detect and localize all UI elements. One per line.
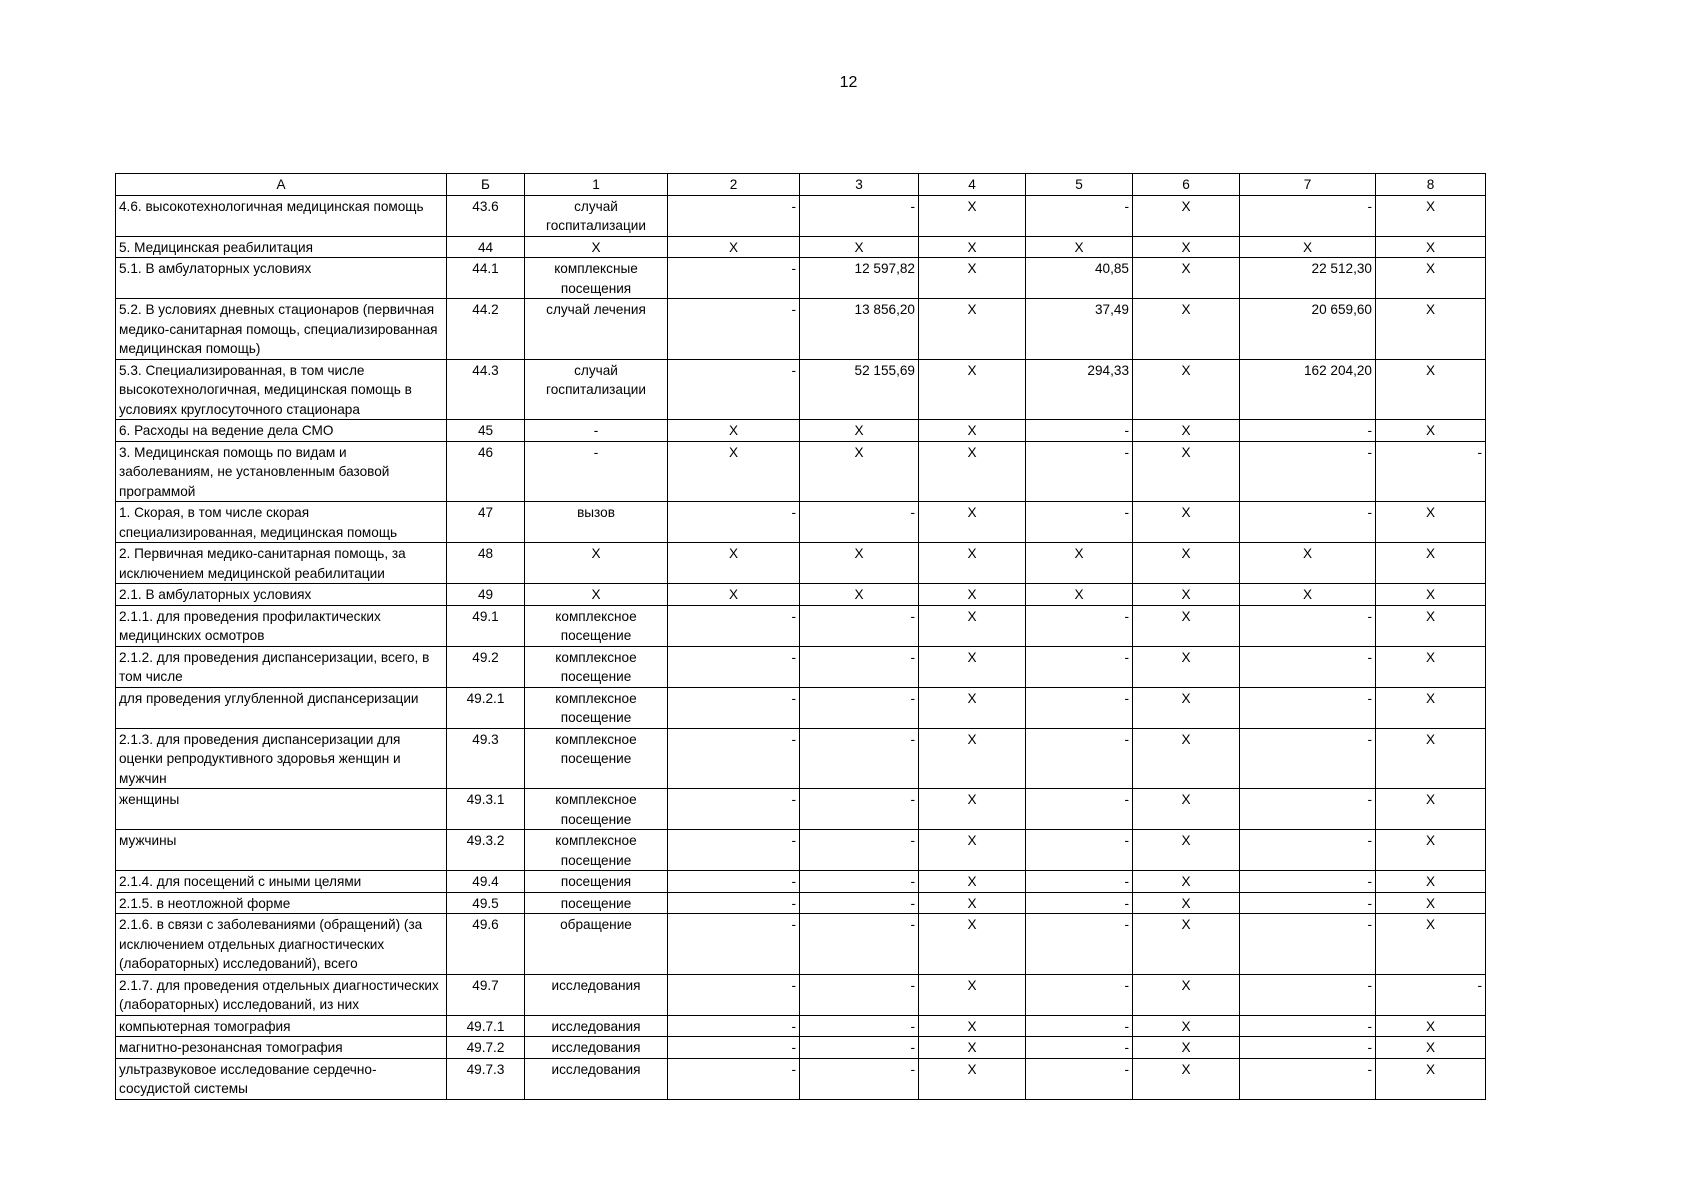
cell-unit: случай госпитализации bbox=[525, 359, 668, 420]
cell-code: 49.3.1 bbox=[447, 789, 525, 830]
cell-col-3: - bbox=[800, 1058, 919, 1099]
cell-code: 49 bbox=[447, 584, 525, 606]
cell-col-6: X bbox=[1133, 441, 1240, 502]
cell-col-3: - bbox=[800, 789, 919, 830]
cell-unit: комплексное посещение bbox=[525, 646, 668, 687]
cell-col-4: X bbox=[919, 974, 1026, 1015]
cell-col-4: X bbox=[919, 789, 1026, 830]
header-cell: 7 bbox=[1240, 174, 1376, 196]
cell-col-2: X bbox=[668, 420, 800, 442]
cell-col-8: X bbox=[1376, 1058, 1486, 1099]
cell-col-7: 22 512,30 bbox=[1240, 258, 1376, 299]
cell-col-6: X bbox=[1133, 1015, 1240, 1037]
cell-col-2: - bbox=[668, 892, 800, 914]
cell-col-2: - bbox=[668, 605, 800, 646]
table-row bbox=[116, 420, 1486, 442]
cell-name: компьютерная томография bbox=[116, 1015, 447, 1037]
table-row bbox=[116, 914, 1486, 975]
cell-col-4: X bbox=[919, 359, 1026, 420]
data-table bbox=[115, 173, 1486, 1100]
header-cell: 6 bbox=[1133, 174, 1240, 196]
cell-code: 49.7.2 bbox=[447, 1037, 525, 1059]
cell-col-2: - bbox=[668, 914, 800, 975]
cell-col-3: - bbox=[800, 502, 919, 543]
cell-col-6: X bbox=[1133, 646, 1240, 687]
cell-code: 49.5 bbox=[447, 892, 525, 914]
cell-col-8: - bbox=[1376, 974, 1486, 1015]
cell-col-2: - bbox=[668, 789, 800, 830]
cell-col-5: - bbox=[1026, 195, 1133, 236]
table-row bbox=[116, 584, 1486, 606]
cell-col-7: - bbox=[1240, 1015, 1376, 1037]
cell-col-8: X bbox=[1376, 543, 1486, 584]
cell-col-5: - bbox=[1026, 974, 1133, 1015]
cell-code: 49.1 bbox=[447, 605, 525, 646]
cell-code: 49.7 bbox=[447, 974, 525, 1015]
cell-col-8: X bbox=[1376, 646, 1486, 687]
cell-col-2: X bbox=[668, 236, 800, 258]
cell-col-4: X bbox=[919, 871, 1026, 893]
cell-col-3: 52 155,69 bbox=[800, 359, 919, 420]
cell-col-4: X bbox=[919, 543, 1026, 584]
cell-unit: вызов bbox=[525, 502, 668, 543]
table-row bbox=[116, 728, 1486, 789]
cell-col-2: - bbox=[668, 195, 800, 236]
cell-col-5: X bbox=[1026, 236, 1133, 258]
cell-col-3: - bbox=[800, 1015, 919, 1037]
cell-col-6: X bbox=[1133, 974, 1240, 1015]
table-row bbox=[116, 687, 1486, 728]
table-row bbox=[116, 258, 1486, 299]
cell-col-4: X bbox=[919, 1015, 1026, 1037]
table-row bbox=[116, 605, 1486, 646]
header-cell: 2 bbox=[668, 174, 800, 196]
cell-col-4: X bbox=[919, 258, 1026, 299]
cell-name: 2.1.6. в связи с заболеваниями (обращений) (за исключением отдельных диагностических (лабораторных) исследований), всего bbox=[116, 914, 447, 975]
cell-col-7: 20 659,60 bbox=[1240, 299, 1376, 360]
cell-col-2: - bbox=[668, 299, 800, 360]
table-row bbox=[116, 543, 1486, 584]
header-cell: 4 bbox=[919, 174, 1026, 196]
table-row bbox=[116, 871, 1486, 893]
cell-unit: обращение bbox=[525, 914, 668, 975]
cell-col-6: X bbox=[1133, 502, 1240, 543]
cell-unit: посещения bbox=[525, 871, 668, 893]
cell-col-8: X bbox=[1376, 195, 1486, 236]
cell-col-2: - bbox=[668, 502, 800, 543]
cell-col-6: X bbox=[1133, 914, 1240, 975]
cell-col-2: - bbox=[668, 1058, 800, 1099]
cell-col-5: - bbox=[1026, 1037, 1133, 1059]
page-number: 12 bbox=[839, 74, 858, 91]
cell-col-2: - bbox=[668, 871, 800, 893]
cell-col-8: X bbox=[1376, 728, 1486, 789]
header-cell: 3 bbox=[800, 174, 919, 196]
header-cell: Б bbox=[447, 174, 525, 196]
cell-col-3: - bbox=[800, 1037, 919, 1059]
cell-code: 48 bbox=[447, 543, 525, 584]
cell-col-5: - bbox=[1026, 502, 1133, 543]
cell-col-5: - bbox=[1026, 789, 1133, 830]
cell-col-6: X bbox=[1133, 236, 1240, 258]
cell-col-3: - bbox=[800, 646, 919, 687]
cell-col-5: - bbox=[1026, 1015, 1133, 1037]
cell-col-6: X bbox=[1133, 359, 1240, 420]
cell-name: 1. Скорая, в том числе скорая специализированная, медицинская помощь bbox=[116, 502, 447, 543]
table-header-row bbox=[116, 174, 1486, 196]
cell-col-5: - bbox=[1026, 892, 1133, 914]
cell-code: 44.2 bbox=[447, 299, 525, 360]
cell-col-8: X bbox=[1376, 687, 1486, 728]
cell-code: 49.7.3 bbox=[447, 1058, 525, 1099]
cell-unit: исследования bbox=[525, 974, 668, 1015]
table-row bbox=[116, 830, 1486, 871]
cell-col-5: - bbox=[1026, 914, 1133, 975]
cell-col-4: X bbox=[919, 420, 1026, 442]
cell-col-8: X bbox=[1376, 584, 1486, 606]
cell-col-7: - bbox=[1240, 728, 1376, 789]
cell-col-6: X bbox=[1133, 1058, 1240, 1099]
cell-col-7: - bbox=[1240, 195, 1376, 236]
cell-col-8: X bbox=[1376, 871, 1486, 893]
cell-unit: комплексное посещение bbox=[525, 789, 668, 830]
cell-name: магнитно-резонансная томография bbox=[116, 1037, 447, 1059]
cell-col-3: - bbox=[800, 974, 919, 1015]
cell-col-7: - bbox=[1240, 1058, 1376, 1099]
cell-col-7: - bbox=[1240, 441, 1376, 502]
cell-col-6: X bbox=[1133, 258, 1240, 299]
cell-col-2: X bbox=[668, 543, 800, 584]
cell-name: 2.1. В амбулаторных условиях bbox=[116, 584, 447, 606]
table-row bbox=[116, 789, 1486, 830]
cell-unit: комплексное посещение bbox=[525, 605, 668, 646]
cell-name: для проведения углубленной диспансеризации bbox=[116, 687, 447, 728]
cell-name: 6. Расходы на ведение дела СМО bbox=[116, 420, 447, 442]
cell-col-2: - bbox=[668, 359, 800, 420]
cell-col-4: X bbox=[919, 441, 1026, 502]
cell-col-2: - bbox=[668, 646, 800, 687]
cell-unit: исследования bbox=[525, 1058, 668, 1099]
cell-col-4: X bbox=[919, 236, 1026, 258]
cell-col-4: X bbox=[919, 892, 1026, 914]
cell-name: мужчины bbox=[116, 830, 447, 871]
cell-col-6: X bbox=[1133, 543, 1240, 584]
cell-col-3: X bbox=[800, 236, 919, 258]
cell-col-2: - bbox=[668, 830, 800, 871]
cell-col-6: X bbox=[1133, 687, 1240, 728]
cell-col-7: - bbox=[1240, 646, 1376, 687]
cell-col-3: - bbox=[800, 687, 919, 728]
cell-col-5: - bbox=[1026, 871, 1133, 893]
table-row bbox=[116, 974, 1486, 1015]
cell-unit: случай лечения bbox=[525, 299, 668, 360]
cell-col-7: - bbox=[1240, 871, 1376, 893]
cell-col-2: - bbox=[668, 728, 800, 789]
cell-col-7: - bbox=[1240, 1037, 1376, 1059]
cell-col-3: - bbox=[800, 605, 919, 646]
cell-col-8: X bbox=[1376, 1037, 1486, 1059]
cell-col-5: - bbox=[1026, 605, 1133, 646]
cell-col-6: X bbox=[1133, 584, 1240, 606]
cell-col-2: X bbox=[668, 441, 800, 502]
cell-col-2: - bbox=[668, 258, 800, 299]
table-row bbox=[116, 502, 1486, 543]
cell-col-2: - bbox=[668, 1015, 800, 1037]
cell-col-7: X bbox=[1240, 543, 1376, 584]
cell-code: 49.4 bbox=[447, 871, 525, 893]
cell-unit: комплексное посещение bbox=[525, 687, 668, 728]
cell-name: 2.1.1. для проведения профилактических медицинских осмотров bbox=[116, 605, 447, 646]
cell-name: 2.1.7. для проведения отдельных диагностических (лабораторных) исследований, из них bbox=[116, 974, 447, 1015]
cell-unit: X bbox=[525, 236, 668, 258]
cell-unit: комплексное посещение bbox=[525, 728, 668, 789]
cell-col-3: - bbox=[800, 830, 919, 871]
cell-col-6: X bbox=[1133, 892, 1240, 914]
cell-col-6: X bbox=[1133, 299, 1240, 360]
table-row bbox=[116, 359, 1486, 420]
cell-col-3: X bbox=[800, 420, 919, 442]
cell-col-2: X bbox=[668, 584, 800, 606]
cell-unit: случай госпитализации bbox=[525, 195, 668, 236]
cell-col-4: X bbox=[919, 646, 1026, 687]
cell-name: 3. Медицинская помощь по видам и заболеваниям, не установленным базовой программой bbox=[116, 441, 447, 502]
cell-col-4: X bbox=[919, 502, 1026, 543]
cell-col-3: - bbox=[800, 914, 919, 975]
cell-col-8: X bbox=[1376, 299, 1486, 360]
cell-col-3: X bbox=[800, 584, 919, 606]
cell-col-4: X bbox=[919, 299, 1026, 360]
cell-col-8: X bbox=[1376, 502, 1486, 543]
cell-unit: исследования bbox=[525, 1037, 668, 1059]
cell-col-6: X bbox=[1133, 195, 1240, 236]
cell-col-4: X bbox=[919, 1037, 1026, 1059]
cell-col-6: X bbox=[1133, 728, 1240, 789]
cell-code: 49.6 bbox=[447, 914, 525, 975]
cell-col-7: - bbox=[1240, 789, 1376, 830]
cell-unit: посещение bbox=[525, 892, 668, 914]
table-body bbox=[116, 195, 1486, 1099]
cell-col-7: - bbox=[1240, 687, 1376, 728]
cell-col-3: - bbox=[800, 195, 919, 236]
header-cell: А bbox=[116, 174, 447, 196]
cell-col-8: X bbox=[1376, 258, 1486, 299]
cell-col-5: 294,33 bbox=[1026, 359, 1133, 420]
table-row bbox=[116, 299, 1486, 360]
cell-col-5: X bbox=[1026, 543, 1133, 584]
header-cell: 5 bbox=[1026, 174, 1133, 196]
cell-col-6: X bbox=[1133, 605, 1240, 646]
cell-name: женщины bbox=[116, 789, 447, 830]
cell-code: 47 bbox=[447, 502, 525, 543]
cell-unit: комплексные посещения bbox=[525, 258, 668, 299]
cell-col-7: - bbox=[1240, 502, 1376, 543]
cell-col-3: - bbox=[800, 892, 919, 914]
cell-col-8: - bbox=[1376, 441, 1486, 502]
cell-col-5: X bbox=[1026, 584, 1133, 606]
cell-col-8: X bbox=[1376, 914, 1486, 975]
table-row bbox=[116, 1015, 1486, 1037]
cell-code: 45 bbox=[447, 420, 525, 442]
cell-col-3: X bbox=[800, 543, 919, 584]
cell-col-7: - bbox=[1240, 420, 1376, 442]
cell-name: ультразвуковое исследование сердечно-сосудистой системы bbox=[116, 1058, 447, 1099]
cell-unit: X bbox=[525, 584, 668, 606]
cell-col-2: - bbox=[668, 687, 800, 728]
cell-col-7: - bbox=[1240, 830, 1376, 871]
cell-col-6: X bbox=[1133, 1037, 1240, 1059]
cell-name: 5.2. В условиях дневных стационаров (первичная медико-санитарная помощь, специализированная медицинская помощь) bbox=[116, 299, 447, 360]
cell-code: 44.3 bbox=[447, 359, 525, 420]
cell-name: 2. Первичная медико-санитарная помощь, за исключением медицинской реабилитации bbox=[116, 543, 447, 584]
header-cell: 8 bbox=[1376, 174, 1486, 196]
table-row bbox=[116, 1058, 1486, 1099]
cell-col-7: - bbox=[1240, 605, 1376, 646]
cell-col-4: X bbox=[919, 195, 1026, 236]
cell-col-8: X bbox=[1376, 789, 1486, 830]
cell-col-8: X bbox=[1376, 359, 1486, 420]
cell-code: 44 bbox=[447, 236, 525, 258]
cell-col-8: X bbox=[1376, 605, 1486, 646]
cell-col-2: - bbox=[668, 1037, 800, 1059]
cell-col-8: X bbox=[1376, 420, 1486, 442]
cell-col-3: - bbox=[800, 728, 919, 789]
cell-col-8: X bbox=[1376, 830, 1486, 871]
table-row bbox=[116, 236, 1486, 258]
cell-unit: исследования bbox=[525, 1015, 668, 1037]
cell-name: 5.3. Специализированная, в том числе высокотехнологичная, медицинская помощь в условиях круглосуточного стационара bbox=[116, 359, 447, 420]
cell-col-5: - bbox=[1026, 420, 1133, 442]
cell-col-3: - bbox=[800, 871, 919, 893]
cell-col-6: X bbox=[1133, 420, 1240, 442]
cell-col-5: 40,85 bbox=[1026, 258, 1133, 299]
cell-col-8: X bbox=[1376, 1015, 1486, 1037]
cell-col-6: X bbox=[1133, 871, 1240, 893]
cell-col-6: X bbox=[1133, 789, 1240, 830]
table-row bbox=[116, 195, 1486, 236]
cell-col-8: X bbox=[1376, 892, 1486, 914]
cell-col-7: - bbox=[1240, 974, 1376, 1015]
cell-col-5: - bbox=[1026, 830, 1133, 871]
cell-code: 49.2 bbox=[447, 646, 525, 687]
cell-col-3: 13 856,20 bbox=[800, 299, 919, 360]
cell-col-4: X bbox=[919, 1058, 1026, 1099]
cell-unit: X bbox=[525, 543, 668, 584]
cell-col-5: 37,49 bbox=[1026, 299, 1133, 360]
cell-col-5: - bbox=[1026, 646, 1133, 687]
cell-col-7: X bbox=[1240, 236, 1376, 258]
table-row bbox=[116, 1037, 1486, 1059]
cell-col-3: X bbox=[800, 441, 919, 502]
cell-unit: комплексное посещение bbox=[525, 830, 668, 871]
cell-col-4: X bbox=[919, 728, 1026, 789]
cell-col-5: - bbox=[1026, 1058, 1133, 1099]
table-row bbox=[116, 892, 1486, 914]
cell-col-6: X bbox=[1133, 830, 1240, 871]
cell-name: 2.1.5. в неотложной форме bbox=[116, 892, 447, 914]
cell-code: 49.3 bbox=[447, 728, 525, 789]
cell-col-4: X bbox=[919, 584, 1026, 606]
cell-col-7: - bbox=[1240, 892, 1376, 914]
cell-code: 49.3.2 bbox=[447, 830, 525, 871]
cell-code: 49.2.1 bbox=[447, 687, 525, 728]
cell-name: 2.1.3. для проведения диспансеризации для оценки репродуктивного здоровья женщин и мужчин bbox=[116, 728, 447, 789]
cell-col-7: 162 204,20 bbox=[1240, 359, 1376, 420]
cell-col-5: - bbox=[1026, 441, 1133, 502]
cell-col-4: X bbox=[919, 914, 1026, 975]
cell-col-4: X bbox=[919, 830, 1026, 871]
cell-unit: - bbox=[525, 441, 668, 502]
cell-name: 5. Медицинская реабилитация bbox=[116, 236, 447, 258]
cell-name: 2.1.2. для проведения диспансеризации, всего, в том числе bbox=[116, 646, 447, 687]
cell-code: 43.6 bbox=[447, 195, 525, 236]
cell-name: 2.1.4. для посещений с иными целями bbox=[116, 871, 447, 893]
cell-col-7: X bbox=[1240, 584, 1376, 606]
cell-col-4: X bbox=[919, 605, 1026, 646]
cell-col-4: X bbox=[919, 687, 1026, 728]
cell-col-2: - bbox=[668, 974, 800, 1015]
cell-col-7: - bbox=[1240, 914, 1376, 975]
cell-unit: - bbox=[525, 420, 668, 442]
header-cell: 1 bbox=[525, 174, 668, 196]
cell-code: 44.1 bbox=[447, 258, 525, 299]
cell-col-5: - bbox=[1026, 687, 1133, 728]
cell-code: 49.7.1 bbox=[447, 1015, 525, 1037]
cell-col-5: - bbox=[1026, 728, 1133, 789]
cell-col-8: X bbox=[1376, 236, 1486, 258]
cell-name: 5.1. В амбулаторных условиях bbox=[116, 258, 447, 299]
table-row bbox=[116, 441, 1486, 502]
cell-code: 46 bbox=[447, 441, 525, 502]
cell-col-3: 12 597,82 bbox=[800, 258, 919, 299]
table-row bbox=[116, 646, 1486, 687]
cell-name: 4.6. высокотехнологичная медицинская помощь bbox=[116, 195, 447, 236]
